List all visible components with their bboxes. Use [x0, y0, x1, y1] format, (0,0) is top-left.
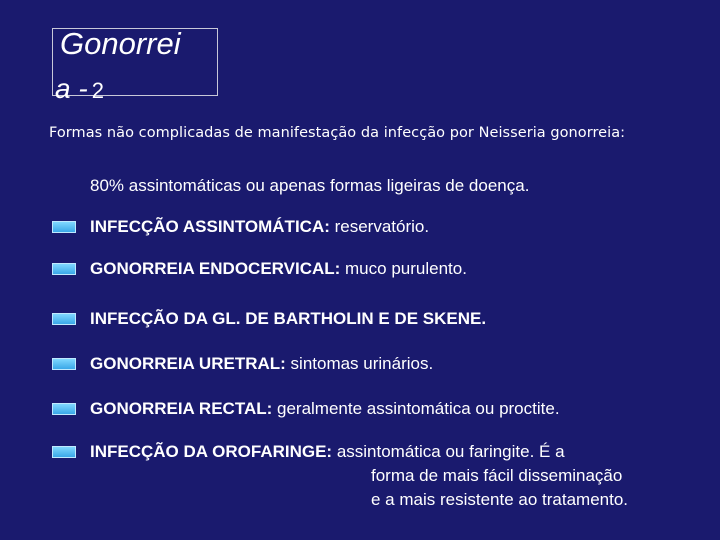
slide-title-line-2-text: a - — [55, 73, 88, 104]
list-item-head: GONORREIA RECTAL: — [90, 399, 273, 418]
list-item-rest: assintomática ou faringite. É a — [332, 442, 565, 461]
list-item-endocervical — [52, 259, 692, 283]
oropharynx-continuation-line-1: forma de mais fácil disseminação — [371, 466, 623, 485]
list-item-text — [90, 217, 429, 237]
slide-title-line-1: Gonorrei — [60, 26, 181, 61]
list-item-text — [90, 309, 486, 329]
slide-number: 2 — [91, 78, 104, 103]
bullet-icon — [52, 313, 76, 325]
slide-subtitle: Formas não complicadas de manifestação da infecção por Neisseria gonorreia: — [49, 125, 626, 141]
bullet-icon — [52, 358, 76, 370]
list-item-text — [90, 259, 467, 279]
list-item-rest: muco purulento. — [340, 259, 467, 278]
list-item-rest: sintomas urinários. — [285, 354, 434, 373]
list-item-text — [90, 442, 565, 462]
list-item-head: INFECÇÃO DA OROFARINGE: — [90, 442, 333, 461]
list-item-rest: reservatório. — [329, 217, 430, 236]
intro-text: 80% assintomáticas ou apenas formas ligeiras de doença. — [90, 176, 530, 195]
list-item-head: INFECÇÃO ASSINTOMÁTICA: — [90, 217, 330, 236]
list-item-urethral — [52, 354, 692, 378]
bullet-icon — [52, 263, 76, 275]
list-item-bartholin — [52, 309, 692, 333]
slide-title-line-2 — [55, 74, 104, 106]
list-item-rectal — [52, 399, 692, 423]
list-item-head: INFECÇÃO DA GL. DE BARTHOLIN E DE SKENE. — [90, 309, 487, 328]
list-item-head: GONORREIA URETRAL: — [90, 354, 286, 373]
list-item-rest: geralmente assintomática ou proctite. — [272, 399, 560, 418]
list-item-text — [90, 399, 560, 419]
oropharynx-continuation-line-2: e a mais resistente ao tratamento. — [371, 490, 629, 509]
bullet-icon — [52, 446, 76, 458]
bullet-icon — [52, 221, 76, 233]
list-item-oropharynx — [52, 442, 692, 466]
list-item-text — [90, 354, 433, 374]
bullet-icon — [52, 403, 76, 415]
list-item-asymptomatic — [52, 217, 692, 241]
list-item-head: GONORREIA ENDOCERVICAL: — [90, 259, 341, 278]
